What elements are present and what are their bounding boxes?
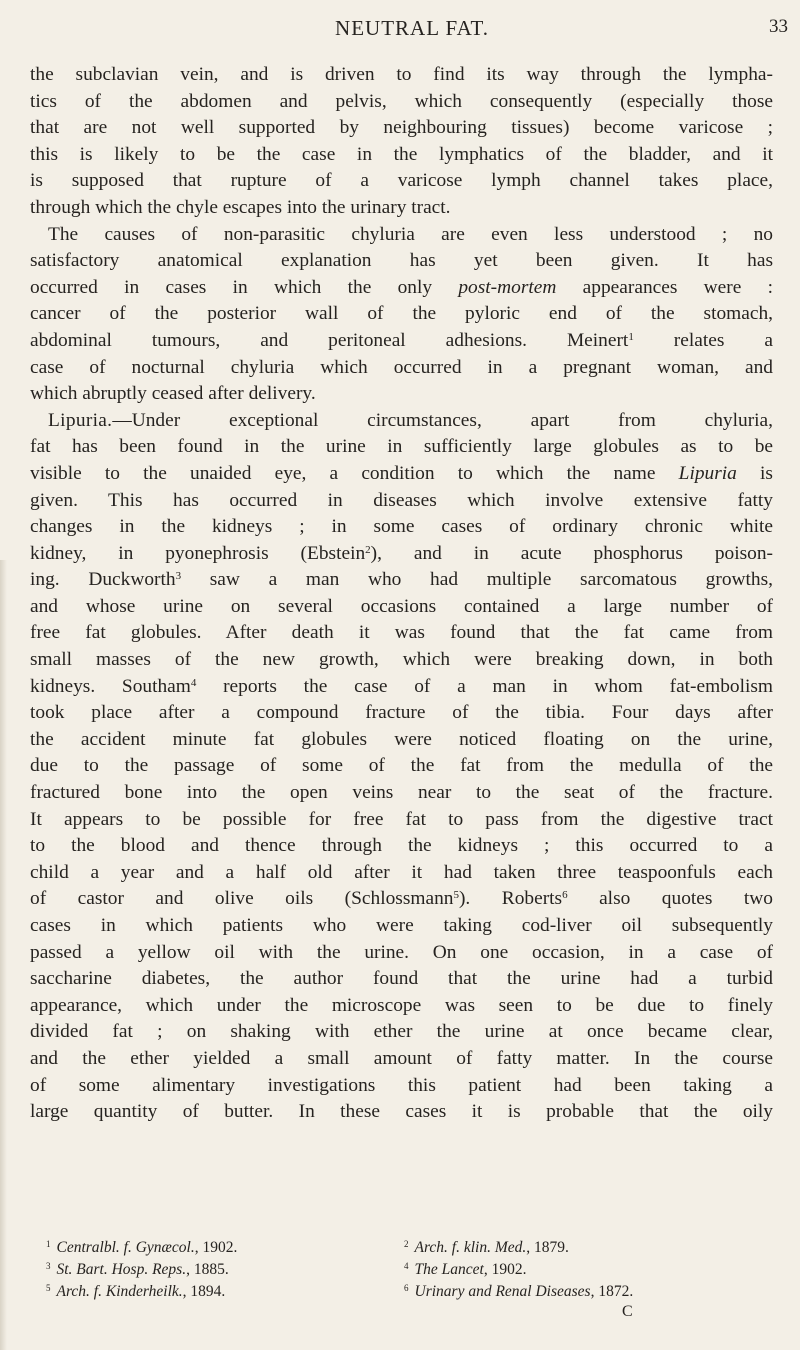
text-line: tics of the abdomen and pelvis, which consequently (especially those bbox=[30, 90, 773, 112]
text-line: took place after a compound fracture of the tibia. Four days after bbox=[30, 702, 773, 724]
text-line: changes in the kidneys ; in some cases of ordinary chronic white bbox=[30, 516, 773, 538]
footnote-year: , 1894. bbox=[182, 1283, 226, 1300]
text-fragment: saw a man who had multiple sarcomatous growths, bbox=[181, 569, 773, 591]
text-line: fractured bone into the open veins near to the seat of the fracture. bbox=[30, 782, 773, 804]
footnote-ref: 4 bbox=[190, 676, 197, 689]
footnote-ref: 2 bbox=[365, 543, 371, 556]
text-line: and whose urine on several occasions contained a large number of bbox=[30, 595, 773, 617]
text-line bbox=[30, 567, 773, 594]
footnote-row bbox=[46, 1237, 786, 1259]
italic-term: post-mortem bbox=[458, 276, 557, 298]
text-line: through which the chyle escapes into the urinary tract. bbox=[30, 196, 451, 218]
footnote bbox=[46, 1237, 404, 1259]
text-line: appearance, which under the microscope was seen to be due to finely bbox=[30, 994, 773, 1016]
footnote-mark: 4 bbox=[404, 1261, 409, 1271]
text-line: the accident minute fat globules were noticed floating on the urine, bbox=[30, 728, 773, 750]
text-line: It appears to be possible for free fat to pass from the digestive tract bbox=[30, 808, 773, 830]
footnote-source: Urinary and Renal Diseases bbox=[414, 1283, 591, 1300]
text-line: cases in which patients who were taking cod-liver oil subsequently bbox=[30, 915, 773, 936]
text-line: case of nocturnal chyluria which occurred in a pregnant woman, and bbox=[30, 356, 773, 378]
footnote-year: , 1879. bbox=[526, 1239, 569, 1256]
running-head: NEUTRAL FAT. bbox=[335, 16, 489, 40]
text-line: cancer of the posterior wall of the pyloric end of the stomach, bbox=[30, 303, 773, 325]
text-line: this is likely to be the case in the lymphatics of the bladder, and it bbox=[30, 143, 773, 165]
text-fragment: ), and in acute phosphorus poison- bbox=[370, 542, 773, 564]
text-line bbox=[30, 328, 773, 355]
text-fragment: is bbox=[760, 462, 773, 484]
section-run-in-heading: Lipuria. bbox=[48, 409, 113, 431]
footnote-mark: 3 bbox=[46, 1261, 51, 1271]
text-line: is supposed that rupture of a varicose lymph channel takes place, bbox=[30, 170, 773, 192]
footnote-source: St. Bart. Hosp. Reps. bbox=[56, 1261, 187, 1278]
text-fragment: occurred in cases in which the only bbox=[30, 276, 433, 298]
footnote bbox=[404, 1281, 762, 1303]
text-line: of some alimentary investigations this patient had been taking a bbox=[30, 1074, 773, 1096]
text-line: and the ether yielded a small amount of fatty matter. In the course bbox=[30, 1047, 773, 1069]
footnote-ref: 3 bbox=[175, 570, 182, 583]
text-fragment: —Under exceptional circumstances, apart from chyluria, bbox=[112, 409, 773, 431]
text-fragment: abdominal tumours, and peritoneal adhesions. Meinert bbox=[30, 329, 629, 351]
text-fragment: ). Roberts bbox=[458, 888, 563, 910]
text-line: to the blood and thence through the kidneys ; this occurred to a bbox=[30, 835, 773, 857]
footnote-year: , 1885. bbox=[186, 1261, 229, 1278]
text-fragment: visible to the unaided eye, a condition to which the name bbox=[30, 462, 656, 484]
footnote-source: Arch. f. klin. Med. bbox=[414, 1239, 527, 1256]
text-line: fat has been found in the urine in sufficiently large globules as to be bbox=[30, 436, 773, 458]
page-edge-shadow bbox=[0, 560, 7, 1350]
text-line: child a year and a half old after it had taken three teaspoonfuls each bbox=[30, 861, 773, 883]
text-line: that are not well supported by neighbouring tissues) become varicose ; bbox=[30, 117, 773, 139]
text-fragment: reports the case of a man in whom fat-embolism bbox=[196, 675, 773, 697]
text-fragment: also quotes two bbox=[567, 888, 773, 910]
text-line: satisfactory anatomical explanation has yet been given. It has bbox=[30, 250, 773, 272]
text-line: small masses of the new growth, which were breaking down, in both bbox=[30, 649, 773, 671]
text-line: large quantity of butter. In these cases it is probable that the oily bbox=[30, 1101, 773, 1123]
page-number: 33 bbox=[769, 16, 788, 37]
text-fragment: kidney, in pyonephrosis (Ebstein bbox=[30, 542, 366, 564]
body-text bbox=[30, 62, 773, 1126]
footnote-source: Centralbl. f. Gynæcol. bbox=[56, 1239, 195, 1256]
text-line: divided fat ; on shaking with ether the urine at once became clear, bbox=[30, 1021, 773, 1043]
footnote-mark: 5 bbox=[46, 1283, 51, 1293]
text-fragment: of castor and olive oils (Schlossmann bbox=[30, 888, 454, 910]
text-line: passed a yellow oil with the urine. On one occasion, in a case of bbox=[30, 941, 773, 963]
italic-term: Lipuria bbox=[678, 462, 737, 484]
signature-mark: C bbox=[622, 1303, 633, 1320]
footnote bbox=[404, 1237, 762, 1259]
footnote-mark: 6 bbox=[404, 1283, 409, 1293]
footnote-row bbox=[46, 1259, 786, 1281]
footnote-source: Arch. f. Kinderheilk. bbox=[56, 1283, 183, 1300]
text-line: saccharine diabetes, the author found that the urine had a turbid bbox=[30, 968, 773, 990]
footnote-year: , 1902. bbox=[483, 1261, 527, 1278]
footnote-ref: 1 bbox=[628, 330, 634, 343]
text-line: which abruptly ceased after delivery. bbox=[30, 383, 316, 405]
footnote-year: , 1902. bbox=[194, 1239, 238, 1256]
footnote-mark: 2 bbox=[404, 1239, 409, 1249]
footnote-year: , 1872. bbox=[590, 1283, 634, 1300]
text-fragment: relates a bbox=[673, 329, 773, 351]
text-line: given. This has occurred in diseases which involve extensive fatty bbox=[30, 489, 773, 511]
text-line: due to the passage of some of the fat from the medulla of the bbox=[30, 755, 773, 777]
footnote-row bbox=[46, 1281, 786, 1303]
text-line bbox=[30, 408, 773, 435]
text-fragment: kidneys. Southam bbox=[30, 675, 191, 697]
page-header bbox=[32, 16, 792, 44]
footnote-ref: 5 bbox=[453, 889, 459, 902]
text-line bbox=[30, 886, 773, 913]
footnote bbox=[404, 1259, 762, 1281]
text-fragment: appearances were : bbox=[582, 276, 773, 298]
text-line: free fat globules. After death it was found that the fat came from bbox=[30, 622, 773, 644]
text-line: The causes of non-parasitic chyluria are even less understood ; no bbox=[48, 223, 773, 245]
footnotes bbox=[46, 1237, 786, 1303]
footnote-mark: 1 bbox=[46, 1239, 51, 1249]
text-line bbox=[30, 541, 773, 568]
text-fragment: ing. Duckworth bbox=[30, 569, 176, 591]
footnote-ref: 6 bbox=[562, 889, 568, 902]
footnote bbox=[46, 1281, 404, 1303]
text-line bbox=[30, 674, 773, 701]
footnote bbox=[46, 1259, 404, 1281]
text-line: the subclavian vein, and is driven to find its way through the lympha- bbox=[30, 64, 773, 85]
footnote-source: The Lancet bbox=[414, 1261, 484, 1278]
text-line bbox=[30, 461, 773, 488]
text-line bbox=[30, 275, 773, 302]
